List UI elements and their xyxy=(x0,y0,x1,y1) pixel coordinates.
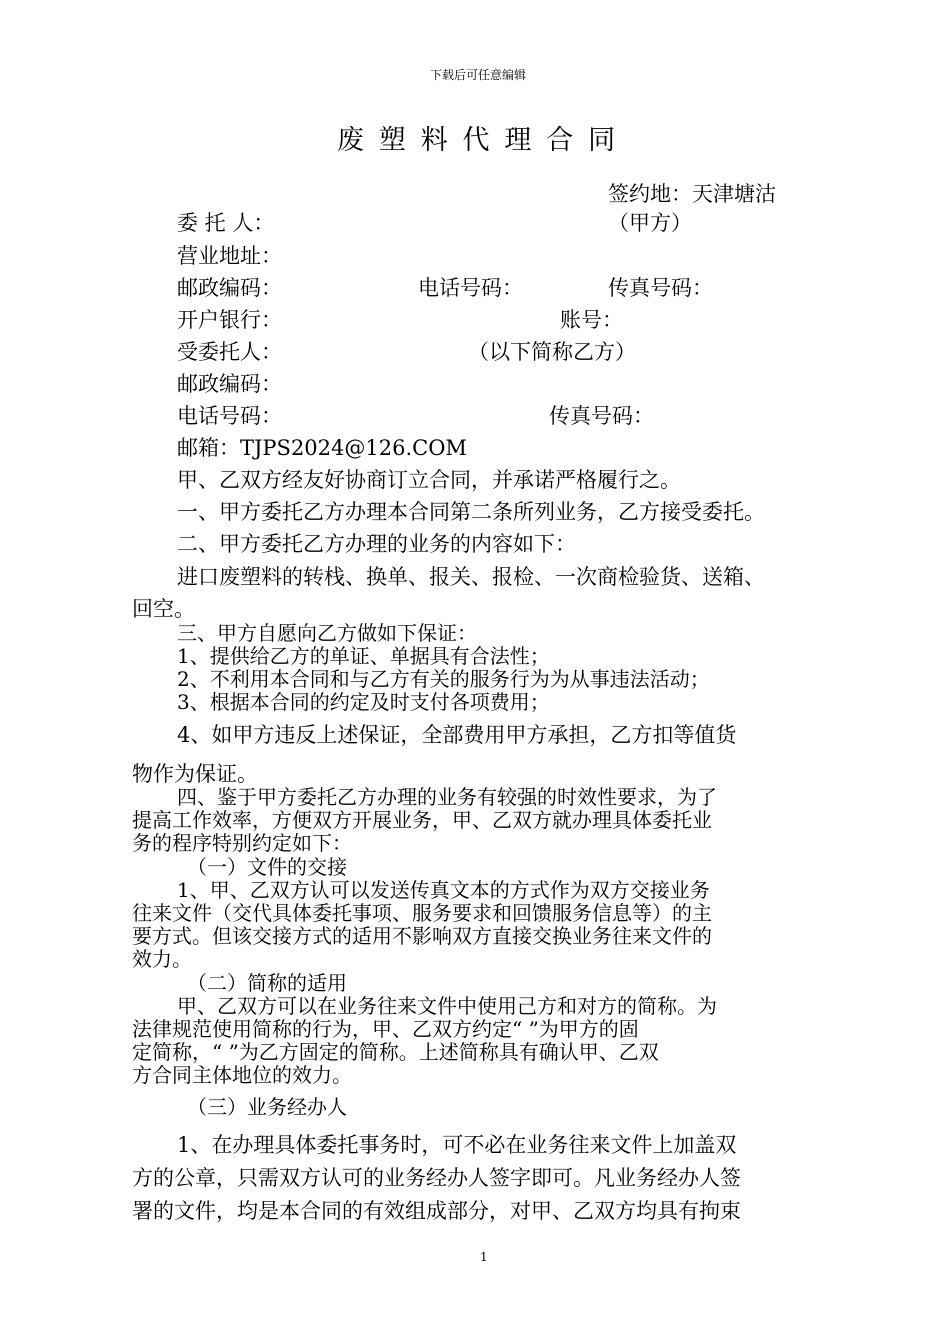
article-4-line2: 提高工作效率，方便双方开展业务，甲、乙双方就办理具体委托业 xyxy=(132,808,712,832)
header-note: 下载后可任意编辑 xyxy=(430,68,527,82)
section-1-line1: 1、甲、乙双方认可以发送传真文本的方式作为双方交接业务 xyxy=(177,878,710,902)
article-1: 一、甲方委托乙方办理本合同第二条所列业务，乙方接受委托。 xyxy=(177,500,765,524)
fax-label-2: 传真号码： xyxy=(549,404,654,428)
section-1-line2: 往来文件（交代具体委托事项、服务要求和回馈服务信息等）的主 xyxy=(132,901,712,925)
article-3-item-1: 1、提供给乙方的单证、单据具有合法性； xyxy=(177,644,550,668)
principal-label: 委 托 人： xyxy=(177,211,275,235)
article-3: 三、甲方自愿向乙方做如下保证： xyxy=(177,621,477,645)
business-address-label: 营业地址： xyxy=(177,244,282,268)
article-3-item-4-line2: 物作为保证。 xyxy=(132,762,258,786)
sign-place: 签约地：天津塘沽 xyxy=(608,182,776,206)
section-1-title: （一）文件的交接 xyxy=(187,855,347,879)
account-label: 账号： xyxy=(560,308,623,332)
section-1-line4: 效力。 xyxy=(132,947,192,971)
section-2-line3: 定简称，“ ”为乙方固定的简称。上述简称具有确认甲、乙双 xyxy=(132,1040,659,1064)
section-3-title: （三）业务经办人 xyxy=(187,1095,347,1119)
section-2-line1: 甲、乙双方可以在业务往来文件中使用己方和对方的简称。为 xyxy=(177,994,717,1018)
page-title: 废塑料代理合同 xyxy=(337,125,630,156)
fax-label: 传真号码： xyxy=(608,276,713,300)
section-3-line3: 署的文件，均是本合同的有效组成部分，对甲、乙双方均具有拘束 xyxy=(132,1199,741,1223)
principal-party: （甲方） xyxy=(608,211,692,235)
bank-label: 开户银行： xyxy=(177,308,282,332)
postal-code-label-2: 邮政编码： xyxy=(177,372,282,396)
article-2-content-line1: 进口废塑料的转栈、换单、报关、报检、一次商检验货、送箱、 xyxy=(177,565,765,589)
section-2-line2: 法律规范使用简称的行为，甲、乙双方约定“ ”为甲方的固 xyxy=(132,1017,639,1041)
email-line: 邮箱：TJPS2024@126.COM xyxy=(177,436,467,460)
article-3-item-3: 3、根据本合同的约定及时支付各项费用； xyxy=(177,690,550,714)
agent-label: 受委托人： xyxy=(177,340,282,364)
page-number: 1 xyxy=(480,1250,488,1264)
section-2-title: （二）简称的适用 xyxy=(187,971,347,995)
phone-label-2: 电话号码： xyxy=(177,404,282,428)
article-4-line3: 务的程序特别约定如下： xyxy=(132,831,352,855)
section-3-line1: 1、在办理具体委托事务时，可不必在业务往来文件上加盖双 xyxy=(177,1133,737,1157)
phone-label: 电话号码： xyxy=(418,276,523,300)
article-2: 二、甲方委托乙方办理的业务的内容如下： xyxy=(177,532,576,556)
section-3-line2: 方的公章，只需双方认可的业务经办人签字即可。凡业务经办人签 xyxy=(132,1166,741,1190)
intro-paragraph: 甲、乙双方经友好协商订立合同，并承诺严格履行之。 xyxy=(177,468,681,492)
article-3-item-4-line1: 4、如甲方违反上述保证，全部费用甲方承担，乙方扣等值货 xyxy=(177,723,737,747)
section-1-line3: 要方式。但该交接方式的适用不影响双方直接交换业务往来文件的 xyxy=(132,924,712,948)
article-3-item-2: 2、不利用本合同和与乙方有关的服务行为为从事违法活动； xyxy=(177,667,710,691)
article-4-line1: 四、鉴于甲方委托乙方办理的业务有较强的时效性要求，为了 xyxy=(177,785,717,809)
section-2-line4: 方合同主体地位的效力。 xyxy=(132,1063,352,1087)
agent-party: （以下简称乙方） xyxy=(468,340,636,364)
postal-code-label: 邮政编码： xyxy=(177,276,282,300)
article-2-content-line2: 回空。 xyxy=(132,597,195,621)
